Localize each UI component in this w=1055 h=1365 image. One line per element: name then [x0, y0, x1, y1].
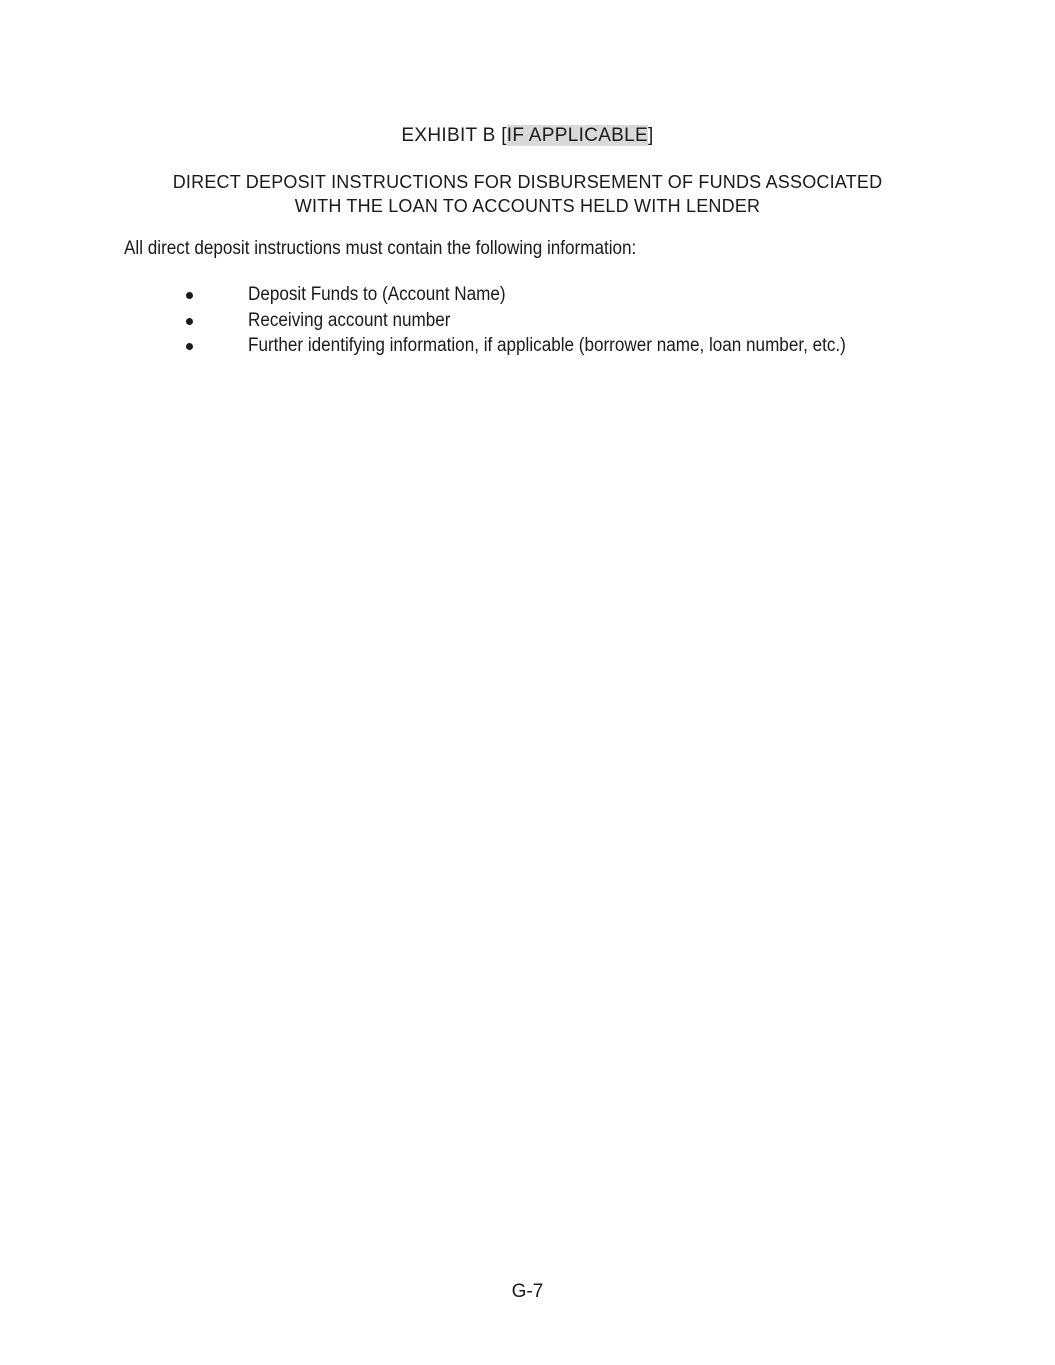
- bullet-icon: [186, 292, 193, 299]
- list-item-text: Receiving account number: [248, 309, 451, 331]
- list-item-text: Further identifying information, if applicable (borrower name, loan number, etc.): [248, 335, 846, 356]
- exhibit-title-suffix: ]: [647, 125, 654, 146]
- page-number: G-7: [511, 1281, 544, 1302]
- section-heading: [110, 170, 945, 218]
- exhibit-title-highlight: IF APPLICABLE: [506, 125, 648, 146]
- list-item-text: Deposit Funds to (Account Name): [248, 284, 506, 305]
- section-heading-line-1: DIRECT DEPOSIT INSTRUCTIONS FOR DISBURSEMENT OF FUNDS ASSOCIATED: [172, 172, 883, 192]
- intro-paragraph: All direct deposit instructions must contain the following information:: [124, 238, 637, 259]
- exhibit-title-prefix: EXHIBIT B [: [401, 125, 507, 146]
- exhibit-title: [0, 124, 1055, 148]
- bullet-icon: [186, 318, 193, 325]
- bullet-icon: [186, 343, 193, 350]
- section-heading-line-2: WITH THE LOAN TO ACCOUNTS HELD WITH LENDER: [294, 196, 761, 216]
